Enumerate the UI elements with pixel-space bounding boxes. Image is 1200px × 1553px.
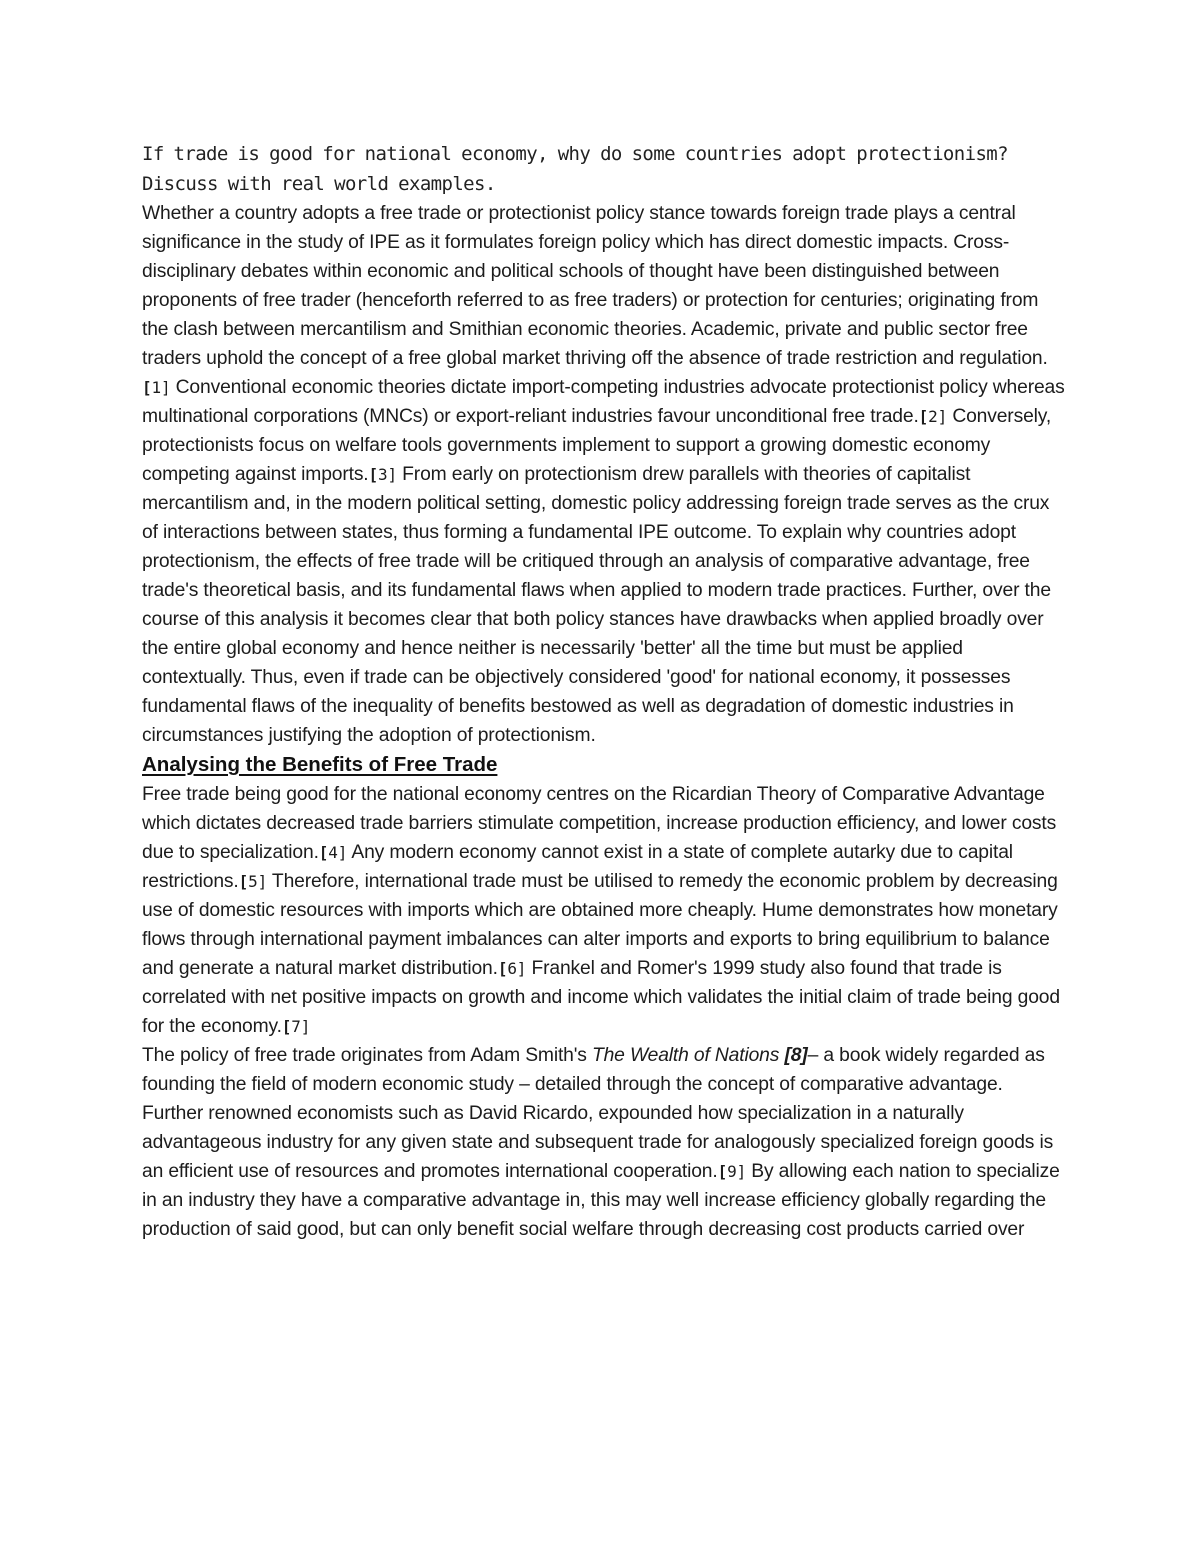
book-title: The Wealth of Nations xyxy=(591,1045,780,1066)
intro-text-3: Conversely, protectionists focus on welfare tools governments implement to support a growing domestic economy competing against imports. xyxy=(142,406,1052,485)
footnote-ref-8[interactable]: [8] xyxy=(784,1045,808,1066)
footnote-ref-4[interactable]: [4] xyxy=(318,843,348,862)
para2-text-1: Free trade being good for the national economy centres on the Ricardian Theory of Comparative Advantage which dictates decreased trade barriers stimulate competition, increase production efficiency, and lower costs due to specialization. xyxy=(142,784,1057,863)
para2-text-2: Any modern economy cannot exist in a state of complete autarky due to capital restrictions. xyxy=(142,842,1013,892)
footnote-ref-3[interactable]: [3] xyxy=(368,465,397,484)
document-page xyxy=(142,139,1067,1244)
section-heading: Analysing the Benefits of Free Trade xyxy=(142,753,498,776)
para3-text-2: – a book widely regarded as founding the field of modern economic study – detailed through the concept of comparative advantage. Further renowned economists such as David Ricardo, expounded how specialization in a naturally advantageous industry for any given state and subsequent trade for analogously specialized foreign goods is an efficient use of resources and promotes international cooperation. xyxy=(142,1045,1054,1182)
para3-text-1: The policy of free trade originates from Adam Smith's xyxy=(142,1045,592,1066)
footnote-ref-7[interactable]: [7] xyxy=(281,1017,311,1036)
para3-text-3: By allowing each nation to specialize in an industry they have a comparative advantage in, this may well increase efficiency globally regarding the production of said good, but can only benefit social welfare through decreasing cost products carried over xyxy=(142,1161,1060,1240)
footnote-ref-5[interactable]: [5] xyxy=(238,872,268,891)
footnote-ref-6[interactable]: [6] xyxy=(497,959,527,978)
essay-title-line-1: If trade is good for national economy, why do some countries adopt protectionism? xyxy=(142,143,1008,165)
intro-text-2: Conventional economic theories dictate import-competing industries advocate protectionist policy whereas multinational corporations (MNCs) or export-reliant industries favour unconditional free trade. xyxy=(142,377,1065,427)
para2-text-3: Therefore, international trade must be utilised to remedy the economic problem by decreasing use of domestic resources with imports which are obtained more cheaply. Hume demonstrates how monetary flows through international payment imbalances can alter imports and exports to bring equilibrium to balance and generate a natural market distribution. xyxy=(142,871,1058,979)
intro-text-4: From early on protectionism drew parallels with theories of capitalist mercantilism and, in the modern political setting, domestic policy addressing foreign trade serves as the crux of interactions between states, thus forming a fundamental IPE outcome. To explain why countries adopt protectionism, the effects of free trade will be critiqued through an analysis of comparative advantage, free trade's theoretical basis, and its fundamental flaws when applied to modern trade practices. Further, over the course of this analysis it becomes clear that both policy stances have drawbacks when applied broadly over the entire global economy and hence neither is necessarily 'better' all the time but must be applied contextually. Thus, even if trade can be objectively considered 'good' for national economy, it possesses fundamental flaws of the inequality of benefits bestowed as well as degradation of domestic industries in circumstances justifying the adoption of protectionism. xyxy=(142,464,1051,746)
intro-text-1: Whether a country adopts a free trade or protectionist policy stance towards foreign trade plays a central significance in the study of IPE as it formulates foreign policy which has direct domestic impacts. Cross-disciplinary debates within economic and political schools of thought have been distinguished between proponents of free trader (henceforth referred to as free traders) or protection for centuries; originating from the clash between mercantilism and Smithian economic theories. Academic, private and public sector free traders uphold the concept of a free global market thriving off the absence of trade restriction and regulation. xyxy=(142,203,1048,369)
essay-title-line-2: Discuss with real world examples. xyxy=(142,173,496,195)
para2-text-4: Frankel and Romer's 1999 study also found that trade is correlated with net positive impacts on growth and income which validates the initial claim of trade being good for the economy. xyxy=(142,958,1060,1037)
footnote-ref-9[interactable]: [9] xyxy=(717,1162,747,1181)
intro-paragraph xyxy=(142,199,1067,750)
benefits-paragraph-2 xyxy=(142,1041,1067,1244)
footnote-ref-2[interactable]: [2] xyxy=(918,407,948,426)
footnote-ref-1[interactable]: [1] xyxy=(142,378,171,397)
benefits-paragraph-1 xyxy=(142,780,1067,1041)
essay-title xyxy=(142,139,1067,199)
